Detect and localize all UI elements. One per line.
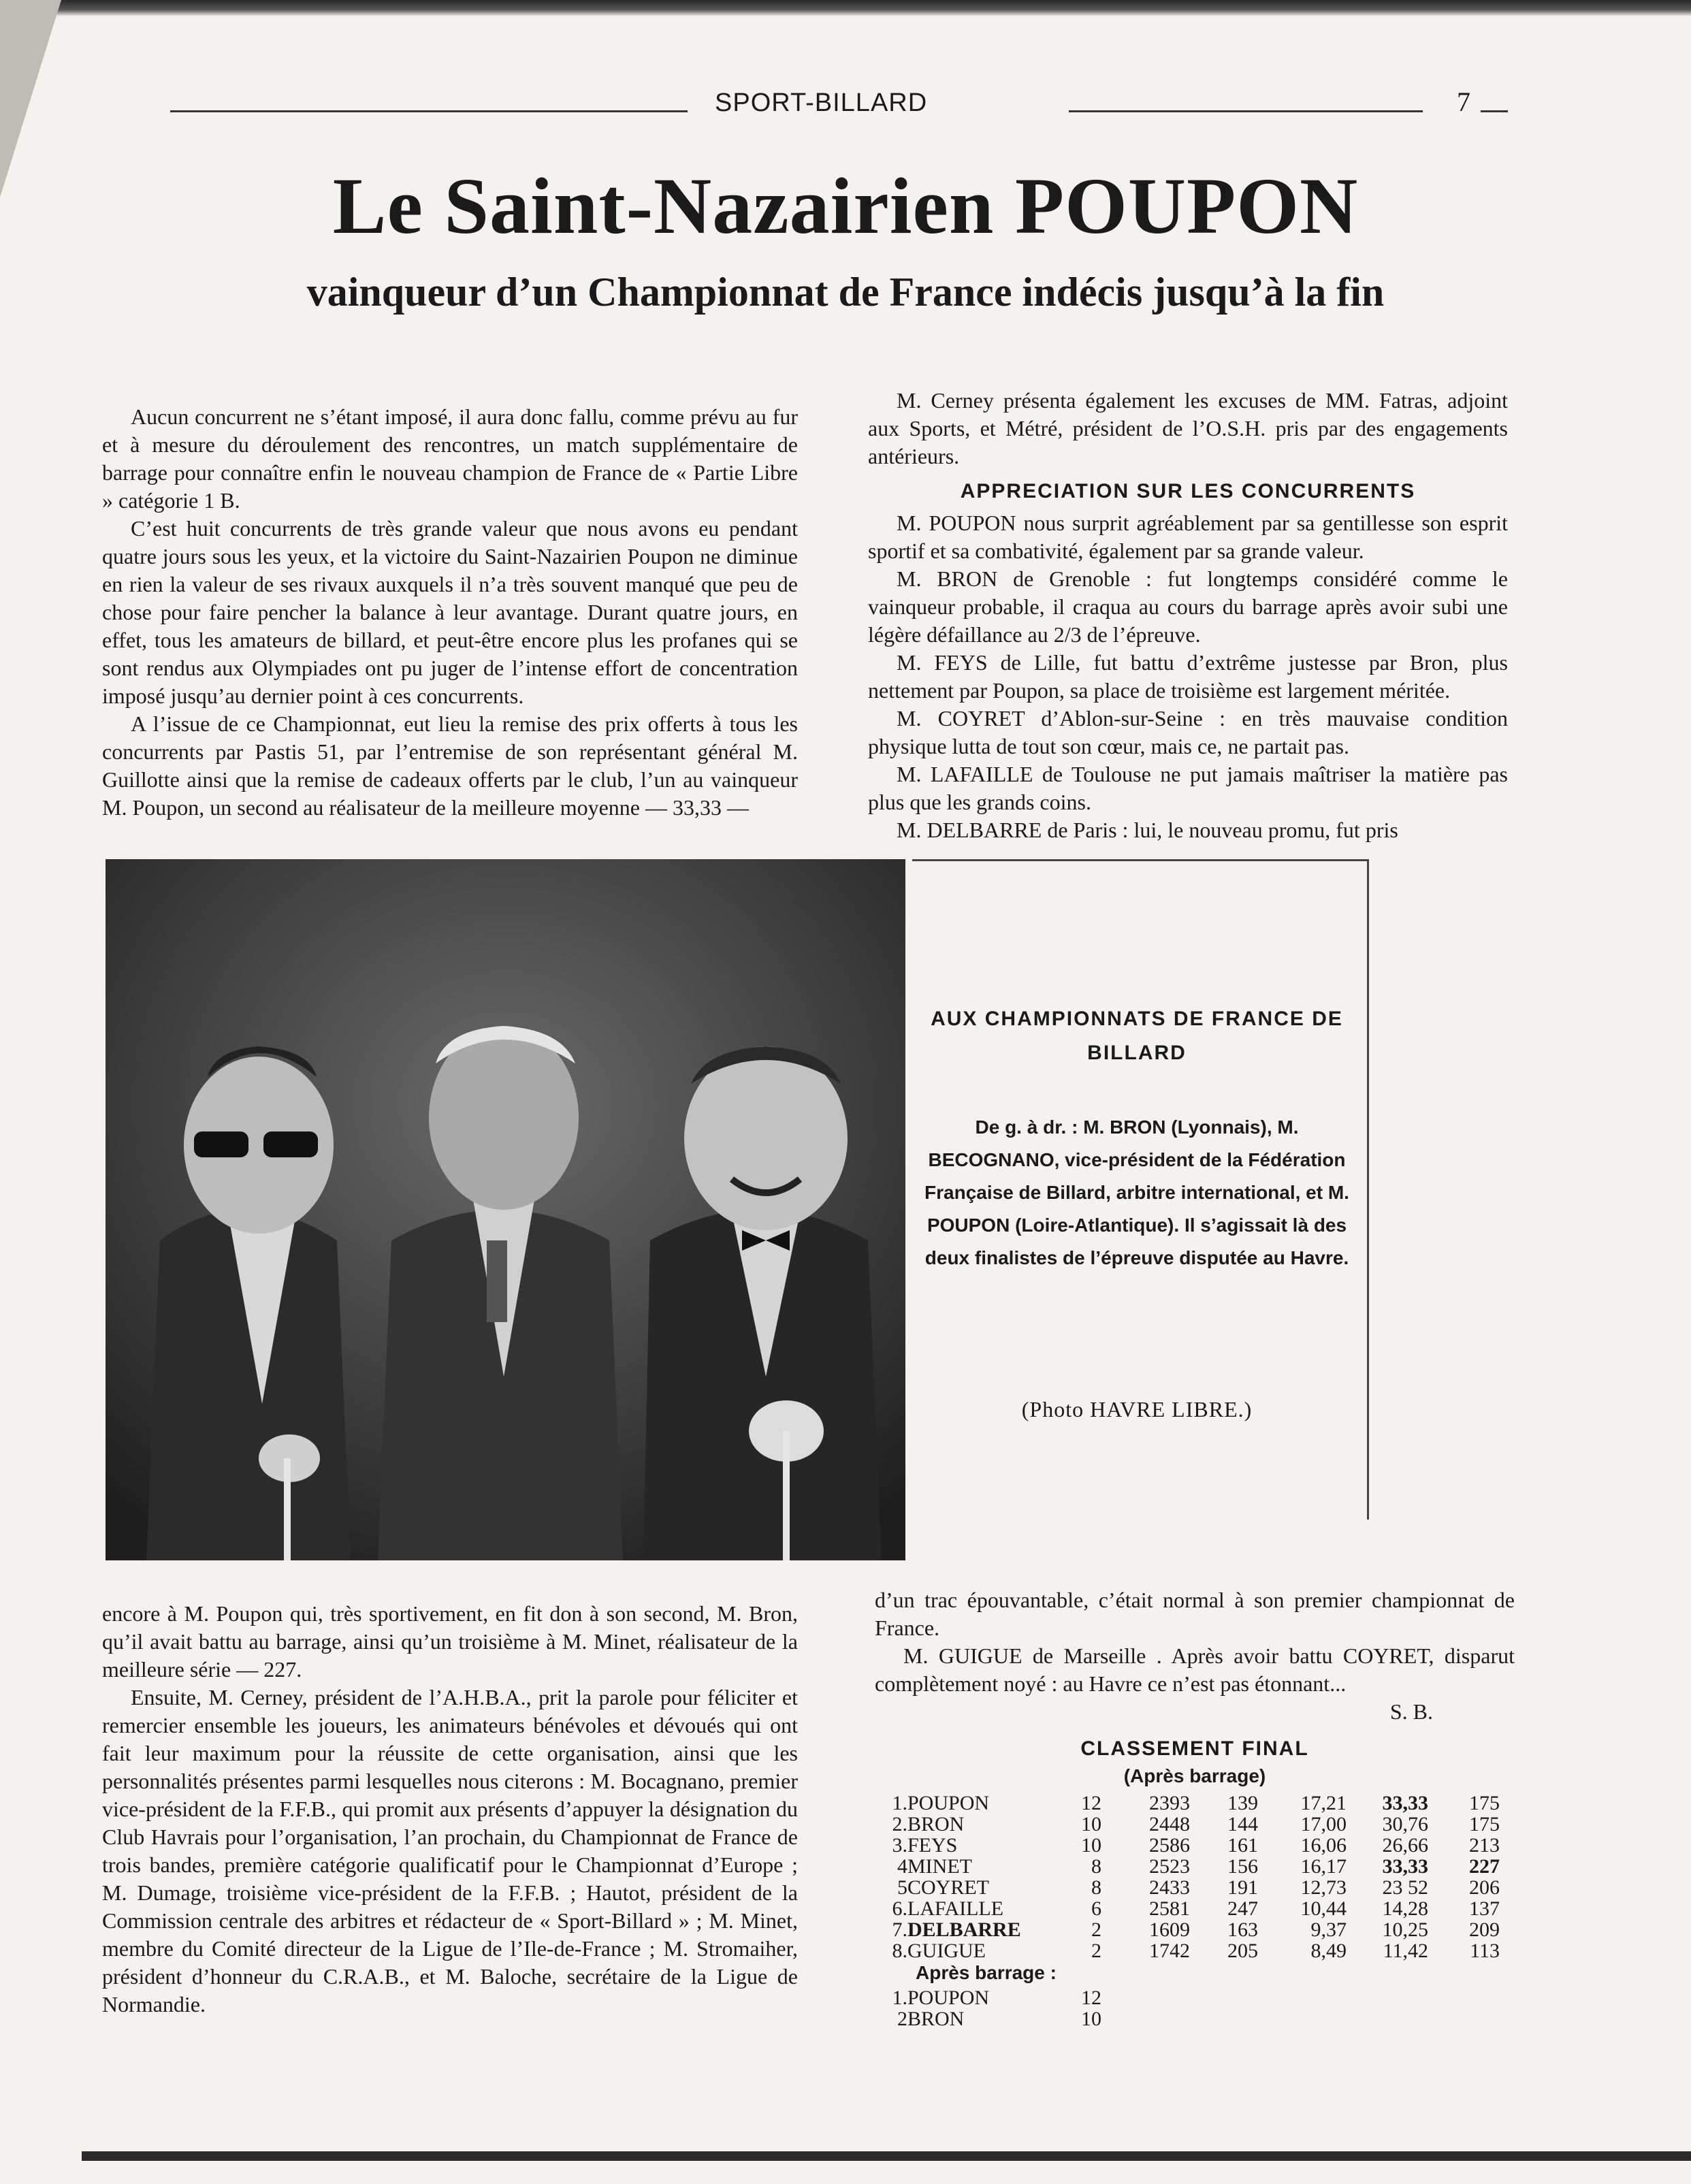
playoff-title: Après barrage : bbox=[916, 1962, 1057, 1983]
ranking-cell-rank: 5 bbox=[897, 1876, 907, 1899]
paragraph: M. POUPON nous surprit agréablement par sa gentillesse son esprit sportif et sa combativité, également par sa grande valeur. bbox=[868, 511, 1508, 563]
ranking-cell-serie: 175 bbox=[1469, 1792, 1500, 1814]
article-column-right-bottom bbox=[875, 1586, 1515, 2029]
running-head-rule-left bbox=[170, 110, 688, 112]
ranking-row bbox=[882, 1877, 1500, 1898]
article-column-left-bottom bbox=[102, 1600, 798, 2019]
ranking-cell-moy: 16,06 bbox=[1300, 1834, 1347, 1857]
paragraph: encore à M. Poupon qui, très sportivement, en fit don à son second, M. Bron, qu’il avait battu au barrage, ainsi qu’un troisième à M. Minet, réalisateur de la meilleure série — 227. bbox=[102, 1601, 798, 1682]
ranking-cell-name: MINET bbox=[907, 1855, 972, 1878]
ranking-cell-reprises: 163 bbox=[1227, 1918, 1258, 1941]
ranking-cell-moy: 8,49 bbox=[1310, 1940, 1347, 1962]
paragraph: M. Cerney présenta également les excuses de MM. Fatras, adjoint aux Sports, et Métré, président de l’O.S.H. pris par des engagements antérieurs. bbox=[868, 388, 1508, 468]
paragraph: M. COYRET d’Ablon-sur-Seine : en très mauvaise condition physique lutta de tout son cœur, mais ce, ne partait pas. bbox=[868, 706, 1508, 758]
paragraph: C’est huit concurrents de très grande valeur que nous avons eu pendant quatre jours sous les yeux, et la victoire du Saint-Nazairien Poupon ne diminue en rien la valeur de ses rivaux auxquels il n’a très souvent manqué que peu de chose pour faire pencher la balance à leur avantage. Durant quatre jours, en effet, tous les amateurs de billard, et peut-être encore plus les profanes qui se sont rendus aux Olympiades ont pu juger de l’intense effort de concentration imposé jusqu’au dernier point à ces concurrents. bbox=[102, 516, 798, 708]
ranking-cell-moy: 17,00 bbox=[1300, 1813, 1347, 1835]
playoff-cell-name: POUPON bbox=[907, 1987, 990, 2009]
paragraph: M. LAFAILLE de Toulouse ne put jamais maîtriser la matière pas plus que les grands coins. bbox=[868, 762, 1508, 814]
ranking-cell-rank: 4 bbox=[897, 1855, 907, 1878]
ranking-cell-moy: 17,21 bbox=[1300, 1792, 1347, 1814]
ranking-cell-points: 2448 bbox=[1149, 1813, 1190, 1835]
paragraph: Aucun concurrent ne s’étant imposé, il aura donc fallu, comme prévu au fur et à mesure du déroulement des rencontres, un match supplémentaire de barrage pour connaître enfin le nouveau champion de France de « Partie Libre » catégorie 1 B. bbox=[102, 404, 798, 513]
ranking-cell-rank: 6. bbox=[892, 1897, 907, 1920]
ranking-cell-pts: 12 bbox=[1081, 1792, 1101, 1814]
playoff-cell-rank: 1. bbox=[892, 1987, 907, 2009]
ranking-row bbox=[882, 1793, 1500, 1814]
ranking-cell-points: 2586 bbox=[1149, 1834, 1190, 1857]
ranking-cell-rank: 8. bbox=[892, 1940, 907, 1962]
ranking-cell-name: COYRET bbox=[907, 1876, 989, 1899]
ranking-cell-moy: 9,37 bbox=[1310, 1918, 1347, 1941]
article-headline: Le Saint-Nazairien POUPON bbox=[332, 161, 1359, 251]
ranking-table bbox=[882, 1793, 1500, 1961]
page-number: 7 bbox=[1457, 86, 1470, 117]
ranking-cell-pts: 2 bbox=[1091, 1940, 1101, 1962]
ranking-cell-reprises: 161 bbox=[1227, 1834, 1258, 1857]
section-heading: APPRECIATION SUR LES CONCURRENTS bbox=[960, 480, 1416, 502]
paragraph: Ensuite, M. Cerney, président de l’A.H.B.A., prit la parole pour féliciter et remercier ensemble les joueurs, les animateurs bénévoles et dévoués qui ont fait leur maximum pour la réussite de cette organisation, ainsi que les personnalités présentes parmi lesquelles nous citerons : M. Bocagnano, premier vice-président de la F.F.B., qui promit aux présents d’appuyer la désignation du Club Havrais pour l’organisation, l’an prochain, du Championnat de France de trois bandes, première catégorie qualificatif pour le Championnat d’Europe ; M. Dumage, troisième vice-président de la F.F.B. ; Hautot, président de la Commission centrale des arbitres et rédacteur de « Sport-Billard » ; M. Minet, membre du Comité directeur de la Ligue de l’Ile-de-France ; M. Stromaiher, président d’honneur du C.R.A.B., et M. Baloche, secrétaire de la Ligue de Normandie. bbox=[102, 1685, 798, 2017]
playoff-cell-name: BRON bbox=[907, 2008, 965, 2030]
ranking-cell-moy: 10,44 bbox=[1300, 1897, 1347, 1920]
ranking-row bbox=[882, 1940, 1500, 1961]
ranking-cell-best-moy: 33,33 bbox=[1382, 1855, 1428, 1878]
photo-caption-box bbox=[912, 859, 1375, 1540]
playoff-cell-pts: 12 bbox=[1081, 1987, 1101, 2009]
ranking-cell-rank: 7. bbox=[892, 1918, 907, 1941]
running-head-rule-right bbox=[1481, 110, 1508, 112]
ranking-cell-name: BRON bbox=[907, 1813, 965, 1835]
page-bottom-edge bbox=[82, 2151, 1691, 2161]
ranking-cell-best-moy: 11,42 bbox=[1383, 1940, 1428, 1962]
ranking-cell-best-moy: 10,25 bbox=[1382, 1918, 1428, 1941]
playoff-cell-pts: 10 bbox=[1081, 2008, 1101, 2030]
ranking-cell-best-moy: 14,28 bbox=[1382, 1897, 1428, 1920]
ranking-cell-rank: 3. bbox=[892, 1834, 907, 1857]
playoff-table bbox=[882, 1987, 1101, 2029]
running-head-rule-mid bbox=[1069, 110, 1423, 112]
ranking-cell-serie: 209 bbox=[1469, 1918, 1500, 1941]
ranking-cell-points: 2523 bbox=[1149, 1855, 1190, 1878]
ranking-cell-pts: 6 bbox=[1091, 1897, 1101, 1920]
ranking-cell-reprises: 156 bbox=[1227, 1855, 1258, 1878]
ranking-cell-points: 2433 bbox=[1149, 1876, 1190, 1899]
article-column-left-top bbox=[102, 403, 798, 822]
ranking-cell-reprises: 139 bbox=[1227, 1792, 1258, 1814]
running-head bbox=[170, 86, 1504, 127]
ranking-row bbox=[882, 1856, 1500, 1877]
ranking-cell-pts: 8 bbox=[1091, 1876, 1101, 1899]
ranking-body bbox=[882, 1793, 1500, 1961]
ranking-row bbox=[882, 1835, 1500, 1856]
ranking-cell-reprises: 205 bbox=[1227, 1940, 1258, 1962]
ranking-cell-best-moy: 33,33 bbox=[1382, 1792, 1428, 1814]
ranking-cell-points: 1742 bbox=[1149, 1940, 1190, 1962]
ranking-cell-rank: 2. bbox=[892, 1813, 907, 1835]
ranking-cell-name: POUPON bbox=[907, 1792, 990, 1814]
ranking-subtitle: (Après barrage) bbox=[1123, 1765, 1266, 1786]
ranking-title: CLASSEMENT FINAL bbox=[1080, 1737, 1309, 1760]
article-signature: S. B. bbox=[1389, 1699, 1433, 1724]
playoff-row bbox=[882, 1987, 1101, 2008]
ranking-cell-points: 2393 bbox=[1149, 1792, 1190, 1814]
article-column-right-top bbox=[868, 387, 1508, 844]
paragraph: M. BRON de Grenoble : fut longtemps considéré comme le vainqueur probable, il craqua au cours du barrage après avoir subi une légère défaillance au 2/3 de l’épreuve. bbox=[868, 566, 1508, 647]
ranking-cell-pts: 2 bbox=[1091, 1918, 1101, 1941]
article-subheadline: vainqueur d’un Championnat de France indécis jusqu’à la fin bbox=[306, 270, 1385, 315]
running-head-title: SPORT-BILLARD bbox=[715, 89, 928, 117]
caption-text: De g. à dr. : M. BRON (Lyonnais), M. BECOGNANO, vice-président de la Fédération Française de Billard, arbitre international, et M. POUPON (Loire-Atlantique). Il s’agissait là des deux finalistes de l’épreuve disputée au Havre. bbox=[924, 1117, 1349, 1268]
playoff-cell-rank: 2 bbox=[897, 2008, 907, 2030]
ranking-cell-reprises: 247 bbox=[1227, 1897, 1258, 1920]
ranking-cell-serie: 113 bbox=[1470, 1940, 1500, 1962]
caption-rule-top bbox=[912, 859, 1368, 861]
ranking-cell-best-moy: 26,66 bbox=[1382, 1834, 1428, 1857]
paragraph: M. DELBARRE de Paris : lui, le nouveau promu, fut pris bbox=[897, 818, 1398, 842]
ranking-cell-moy: 16,17 bbox=[1300, 1855, 1347, 1878]
ranking-cell-pts: 10 bbox=[1081, 1813, 1101, 1835]
ranking-cell-name: LAFAILLE bbox=[907, 1897, 1004, 1920]
ranking-cell-best-moy: 23 52 bbox=[1382, 1876, 1428, 1899]
ranking-cell-best-moy: 30,76 bbox=[1382, 1813, 1428, 1835]
paragraph: A l’issue de ce Championnat, eut lieu la remise des prix offerts à tous les concurrents par Pastis 51, par l’entremise de son représentant général M. Guillotte ainsi que la remise de cadeaux offerts par le club, l’un au vainqueur M. Poupon, un second au réalisateur de la meilleure moyenne — 33,33 — bbox=[102, 711, 798, 820]
ranking-cell-reprises: 191 bbox=[1227, 1876, 1258, 1899]
paragraph: M. GUIGUE de Marseille . Après avoir battu COYRET, disparut complètement noyé : au Havre ce n’est pas étonnant... bbox=[875, 1643, 1515, 1696]
ranking-cell-serie: 137 bbox=[1469, 1897, 1500, 1920]
paragraph: M. FEYS de Lille, fut battu d’extrême justesse par Bron, plus nettement par Poupon, sa place de troisième est largement méritée. bbox=[868, 650, 1508, 703]
caption-rule-right bbox=[1367, 859, 1369, 1520]
ranking-cell-name: GUIGUE bbox=[907, 1940, 986, 1962]
paragraph: d’un trac épouvantable, c’était normal à son premier championnat de France. bbox=[875, 1588, 1515, 1640]
ranking-cell-serie: 175 bbox=[1469, 1813, 1500, 1835]
ranking-cell-moy: 12,73 bbox=[1300, 1876, 1347, 1899]
page-top-edge bbox=[0, 0, 1691, 16]
ranking-cell-serie: 213 bbox=[1469, 1834, 1500, 1857]
ranking-cell-pts: 10 bbox=[1081, 1834, 1101, 1857]
photo-three-men-icon bbox=[106, 859, 905, 1560]
news-photo bbox=[106, 859, 905, 1560]
ranking-cell-reprises: 144 bbox=[1227, 1813, 1258, 1835]
ranking-cell-serie: 227 bbox=[1469, 1855, 1500, 1878]
photo-credit: (Photo HAVRE LIBRE.) bbox=[1021, 1397, 1253, 1422]
playoff-body bbox=[882, 1987, 1101, 2029]
playoff-row bbox=[882, 2008, 1101, 2029]
ranking-row bbox=[882, 1898, 1500, 1919]
ranking-cell-name: FEYS bbox=[907, 1834, 958, 1857]
ranking-cell-name: DELBARRE bbox=[907, 1918, 1021, 1941]
ranking-cell-points: 2581 bbox=[1149, 1897, 1190, 1920]
ranking-cell-rank: 1. bbox=[892, 1792, 907, 1814]
caption-title: AUX CHAMPIONNATS DE FRANCE DE BILLARD bbox=[931, 1008, 1343, 1064]
ranking-cell-serie: 206 bbox=[1469, 1876, 1500, 1899]
ranking-row bbox=[882, 1919, 1500, 1940]
ranking-cell-pts: 8 bbox=[1091, 1855, 1101, 1878]
ranking-row bbox=[882, 1814, 1500, 1835]
ranking-cell-points: 1609 bbox=[1149, 1918, 1190, 1941]
